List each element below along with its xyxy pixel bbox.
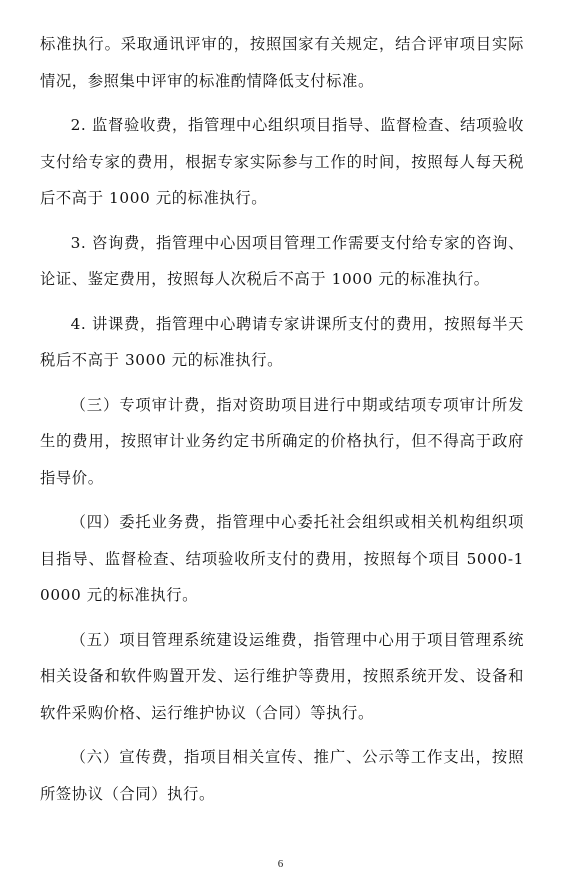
paragraph-system-maintenance-fee: （五）项目管理系统建设运维费，指管理中心用于项目管理系统相关设备和软件购置开发、运行维护等费用，按照系统开发、设备和软件采购价格、运行维护协议（合同）等执行。 <box>40 630 524 722</box>
paragraph-continuation: 标准执行。采取通讯评审的，按照国家有关规定，结合评审项目实际情况，参照集中评审的标准酌情降低支付标准。 <box>40 35 524 90</box>
paragraph-consulting-fee: 3. 咨询费，指管理中心因项目管理工作需要支付给专家的咨询、论证、鉴定费用，按照每人次税后不高于 1000 元的标准执行。 <box>40 233 524 288</box>
paragraph-entrusted-business-fee: （四）委托业务费，指管理中心委托社会组织或相关机构组织项目指导、监督检查、结项验收所支付的费用，按照每个项目 5000-10000 元的标准执行。 <box>40 513 524 604</box>
paragraph-supervision-fee: 2. 监督验收费，指管理中心组织项目指导、监督检查、结项验收支付给专家的费用，根据专家实际参与工作的时间，按照每人每天税后不高于 1000 元的标准执行。 <box>40 116 524 207</box>
document-body <box>40 26 524 820</box>
paragraph-audit-fee: （三）专项审计费，指对资助项目进行中期或结项专项审计所发生的费用，按照审计业务约定书所确定的价格执行，但不得高于政府指导价。 <box>40 395 524 487</box>
page-number: 6 <box>277 858 284 870</box>
paragraph-lecture-fee: 4. 讲课费，指管理中心聘请专家讲课所支付的费用，按照每半天税后不高于 3000 元的标准执行。 <box>40 314 524 369</box>
paragraph-publicity-fee: （六）宣传费，指项目相关宣传、推广、公示等工作支出，按照所签协议（合同）执行。 <box>40 748 524 803</box>
